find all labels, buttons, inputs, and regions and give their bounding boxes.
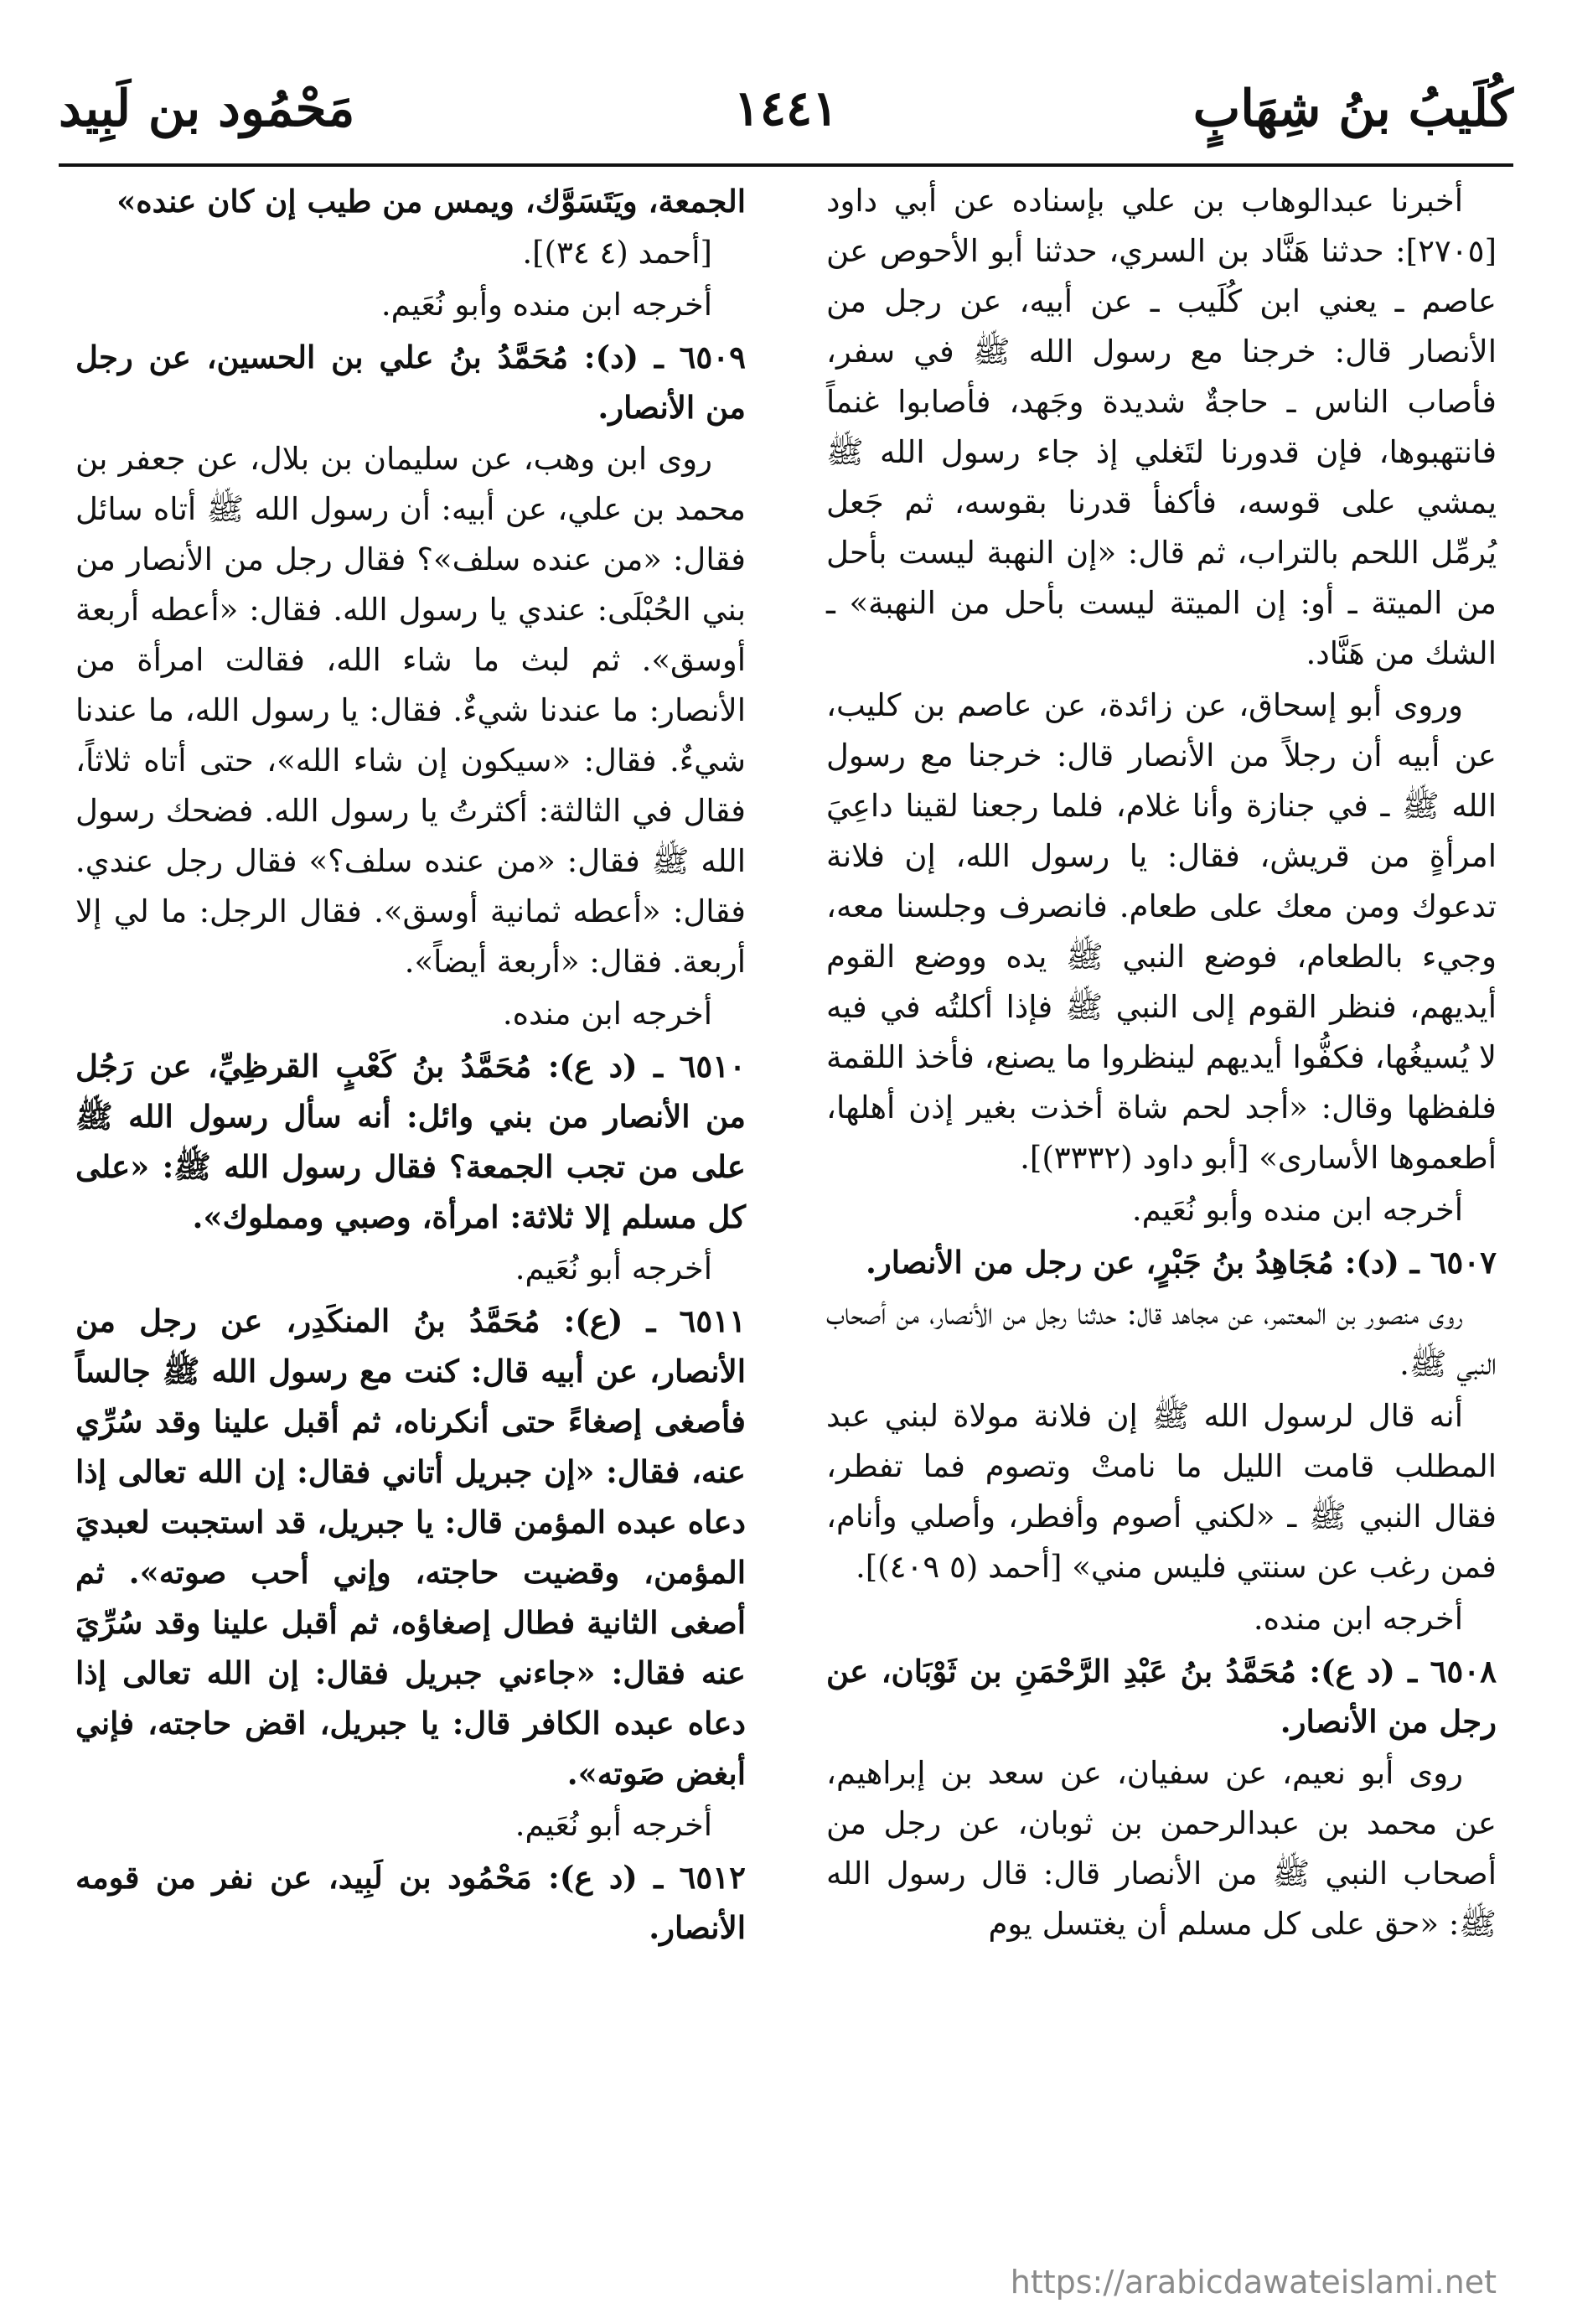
entry-heading-6510: ٦٥١٠ ـ (د ع): مُحَمَّدُ بنُ كَعْبٍ القرظِيِّ، عن رَجُل من الأنصار من بني وائل: أنه سأل رسول الله ﷺ على من تجب الجمعة؟ فقال رسول الله ﷺ: «على كل مسلم إلا ثلاثة: امرأة، وصبي ومملوك». xyxy=(75,1048,746,1235)
paragraph: أخرجه أبو نُعَيم. xyxy=(515,1250,712,1286)
paragraph: أخرجه ابن منده وأبو نُعَيم. xyxy=(1131,1192,1463,1228)
paragraph: أخرجه أبو نُعَيم. xyxy=(515,1807,712,1843)
running-title-left: مَحْمُود بن لَبِيد xyxy=(59,80,355,138)
page-number: ١٤٤١ xyxy=(733,80,839,137)
entry-heading-6509: ٦٥٠٩ ـ (د): مُحَمَّدُ بنُ علي بن الحسين، عن رجل من الأنصار. xyxy=(75,339,746,426)
entry-heading-6508: ٦٥٠٨ ـ (د ع): مُحَمَّدُ بنُ عَبْدِ الرَّحْمَنِ بن ثَوْبَان، عن رجل من الأنصار. xyxy=(826,1653,1497,1740)
paragraph: روى أبو نعيم، عن سفيان، عن سعد بن إبراهيم، عن محمد بن عبدالرحمن بن ثوبان، عن رجل من أصحاب النبي ﷺ من الأنصار قال: قال رسول الله ﷺ: «حق على كل مسلم أن يغتسل يوم xyxy=(826,1755,1497,1942)
paragraph: أنه قال لرسول الله ﷺ إن فلانة مولاة لبني عبد المطلب قامت الليل ما نامتْ وتصوم فما تفطر، فقال النبي ﷺ ـ «لكني أصوم وأفطر، وأصلي وأنام، فمن رغب عن سنتي فليس مني» [أحمد (٥ ٤٠٩)]. xyxy=(826,1398,1497,1585)
paragraph: أخرجه ابن منده وأبو نُعَيم. xyxy=(380,287,712,323)
watermark-url: https://arabicdawateislami.net xyxy=(1010,2264,1497,2301)
running-title-right: كُلَيبُ بنُ شِهَابٍ xyxy=(1192,80,1513,138)
entry-heading-6507: ٦٥٠٧ ـ (د): مُجَاهِدُ بنُ جَبْرٍ، عن رجل من الأنصار. xyxy=(866,1244,1497,1281)
entry-heading-6512: ٦٥١٢ ـ (د ع): مَحْمُود بن لَبِيد، عن نفر من قومه الأنصار. xyxy=(75,1859,746,1946)
right-column xyxy=(826,176,1497,1951)
paragraph: الجمعة، ويَتَسَوَّك، ويمس من طيب إن كان عنده» xyxy=(116,183,746,220)
left-column xyxy=(75,176,746,1954)
paragraph: روى منصور بن المعتمر، عن مجاهد قال: حدثنا رجل من الأنصار، من أصحاب النبي ﷺ. xyxy=(826,1296,1497,1382)
paragraph: أخرجه ابن منده. xyxy=(502,996,712,1032)
page-header xyxy=(59,80,1513,167)
paragraph: وروى أبو إسحاق، عن زائدة، عن عاصم بن كليب، عن أبيه أن رجلاً من الأنصار قال: خرجنا مع رسول الله ﷺ ـ في جنازة وأنا غلام، فلما رجعنا لقينا داعِيَ امرأةٍ من قريش، فقال: يا رسول الله، إن فلانة تدعوك ومن معك على طعام. فانصرف وجلسنا معه، وجيء بالطعام، فوضع النبي ﷺ يده ووضع القوم أيديهم، فنظر القوم إلى النبي ﷺ فإذا أكلتُه في فيه لا يُسيغُها، فكفُّوا أيديهم لينظروا ما يصنع، فأخذ اللقمة فلفظها وقال: «أجد لحم شاة أخذت بغير إذن أهلها، أطعموها الأسارى» [أبو داود (٣٣٣٢)]. xyxy=(826,687,1497,1176)
paragraph: أخبرنا عبدالوهاب بن علي بإسناده عن أبي داود [٢٧٠٥]: حدثنا هَنَّاد بن السري، حدثنا أبو الأحوص عن عاصم ـ يعني ابن كُلَيب ـ عن أبيه، عن رجل من الأنصار قال: خرجنا مع رسول الله ﷺ في سفر، فأصاب الناس ـ حاجةٌ شديدة وجَهد، فأصابوا غنماً فانتهبوها، فإن قدورنا لتَغلي إذ جاء رسول الله ﷺ يمشي على قوسه، فأكفأ قدرنا بقوسه، ثم جَعل يُرمِّل اللحم بالتراب، ثم قال: «إن النهبة ليست بأحل من الميتة ـ أو: إن الميتة ليست بأحل من النهبة» ـ الشك من هَنَّاد. xyxy=(826,183,1497,671)
source-citation: [أحمد (٤ ٣٤)]. xyxy=(522,235,712,271)
entry-heading-6511: ٦٥١١ ـ (ع): مُحَمَّدُ بنُ المنكَدِر، عن رجل من الأنصار، عن أبيه قال: كنت مع رسول الله ﷺ جالساً فأصغى إصغاءً حتى أنكرناه، ثم أقبل علينا وقد سُرِّي عنه، فقال: «إن جبريل أتاني فقال: إن الله تعالى إذا دعاه عبده المؤمن قال: يا جبريل، قد استجبت لعبديَ المؤمن، وقضيت حاجته، وإني أحب صوته». ثم أصغى الثانية فطال إصغاؤه، ثم أقبل علينا وقد سُرِّيَ عنه فقال: «جاءني جبريل فقال: إن الله تعالى إذا دعاه عبده الكافر قال: يا جبريل، اقض حاجته، فإني أبغض صَوته». xyxy=(75,1302,746,1792)
paragraph: أخرجه ابن منده. xyxy=(1253,1601,1463,1637)
paragraph: روى ابن وهب، عن سليمان بن بلال، عن جعفر بن محمد بن علي، عن أبيه: أن رسول الله ﷺ أتاه سائل فقال: «من عنده سلف»؟ فقال رجل من الأنصار من بني الحُبْلَى: عندي يا رسول الله. فقال: «أعطه أربعة أوسق». ثم لبث ما شاء الله، فقالت امرأة من الأنصار: ما عندنا شيءٌ. فقال: يا رسول الله، ما عندنا شيءٌ. فقال: «سيكون إن شاء الله»، حتى أتاه ثلاثاً، فقال في الثالثة: أكثرتُ يا رسول الله. فضحك رسول الله ﷺ فقال: «من عنده سلف؟» فقال رجل عندي. فقال: «أعطه ثمانية أوسق». فقال الرجل: ما لي إلا أربعة. فقال: «أربعة أيضاً». xyxy=(75,441,746,980)
